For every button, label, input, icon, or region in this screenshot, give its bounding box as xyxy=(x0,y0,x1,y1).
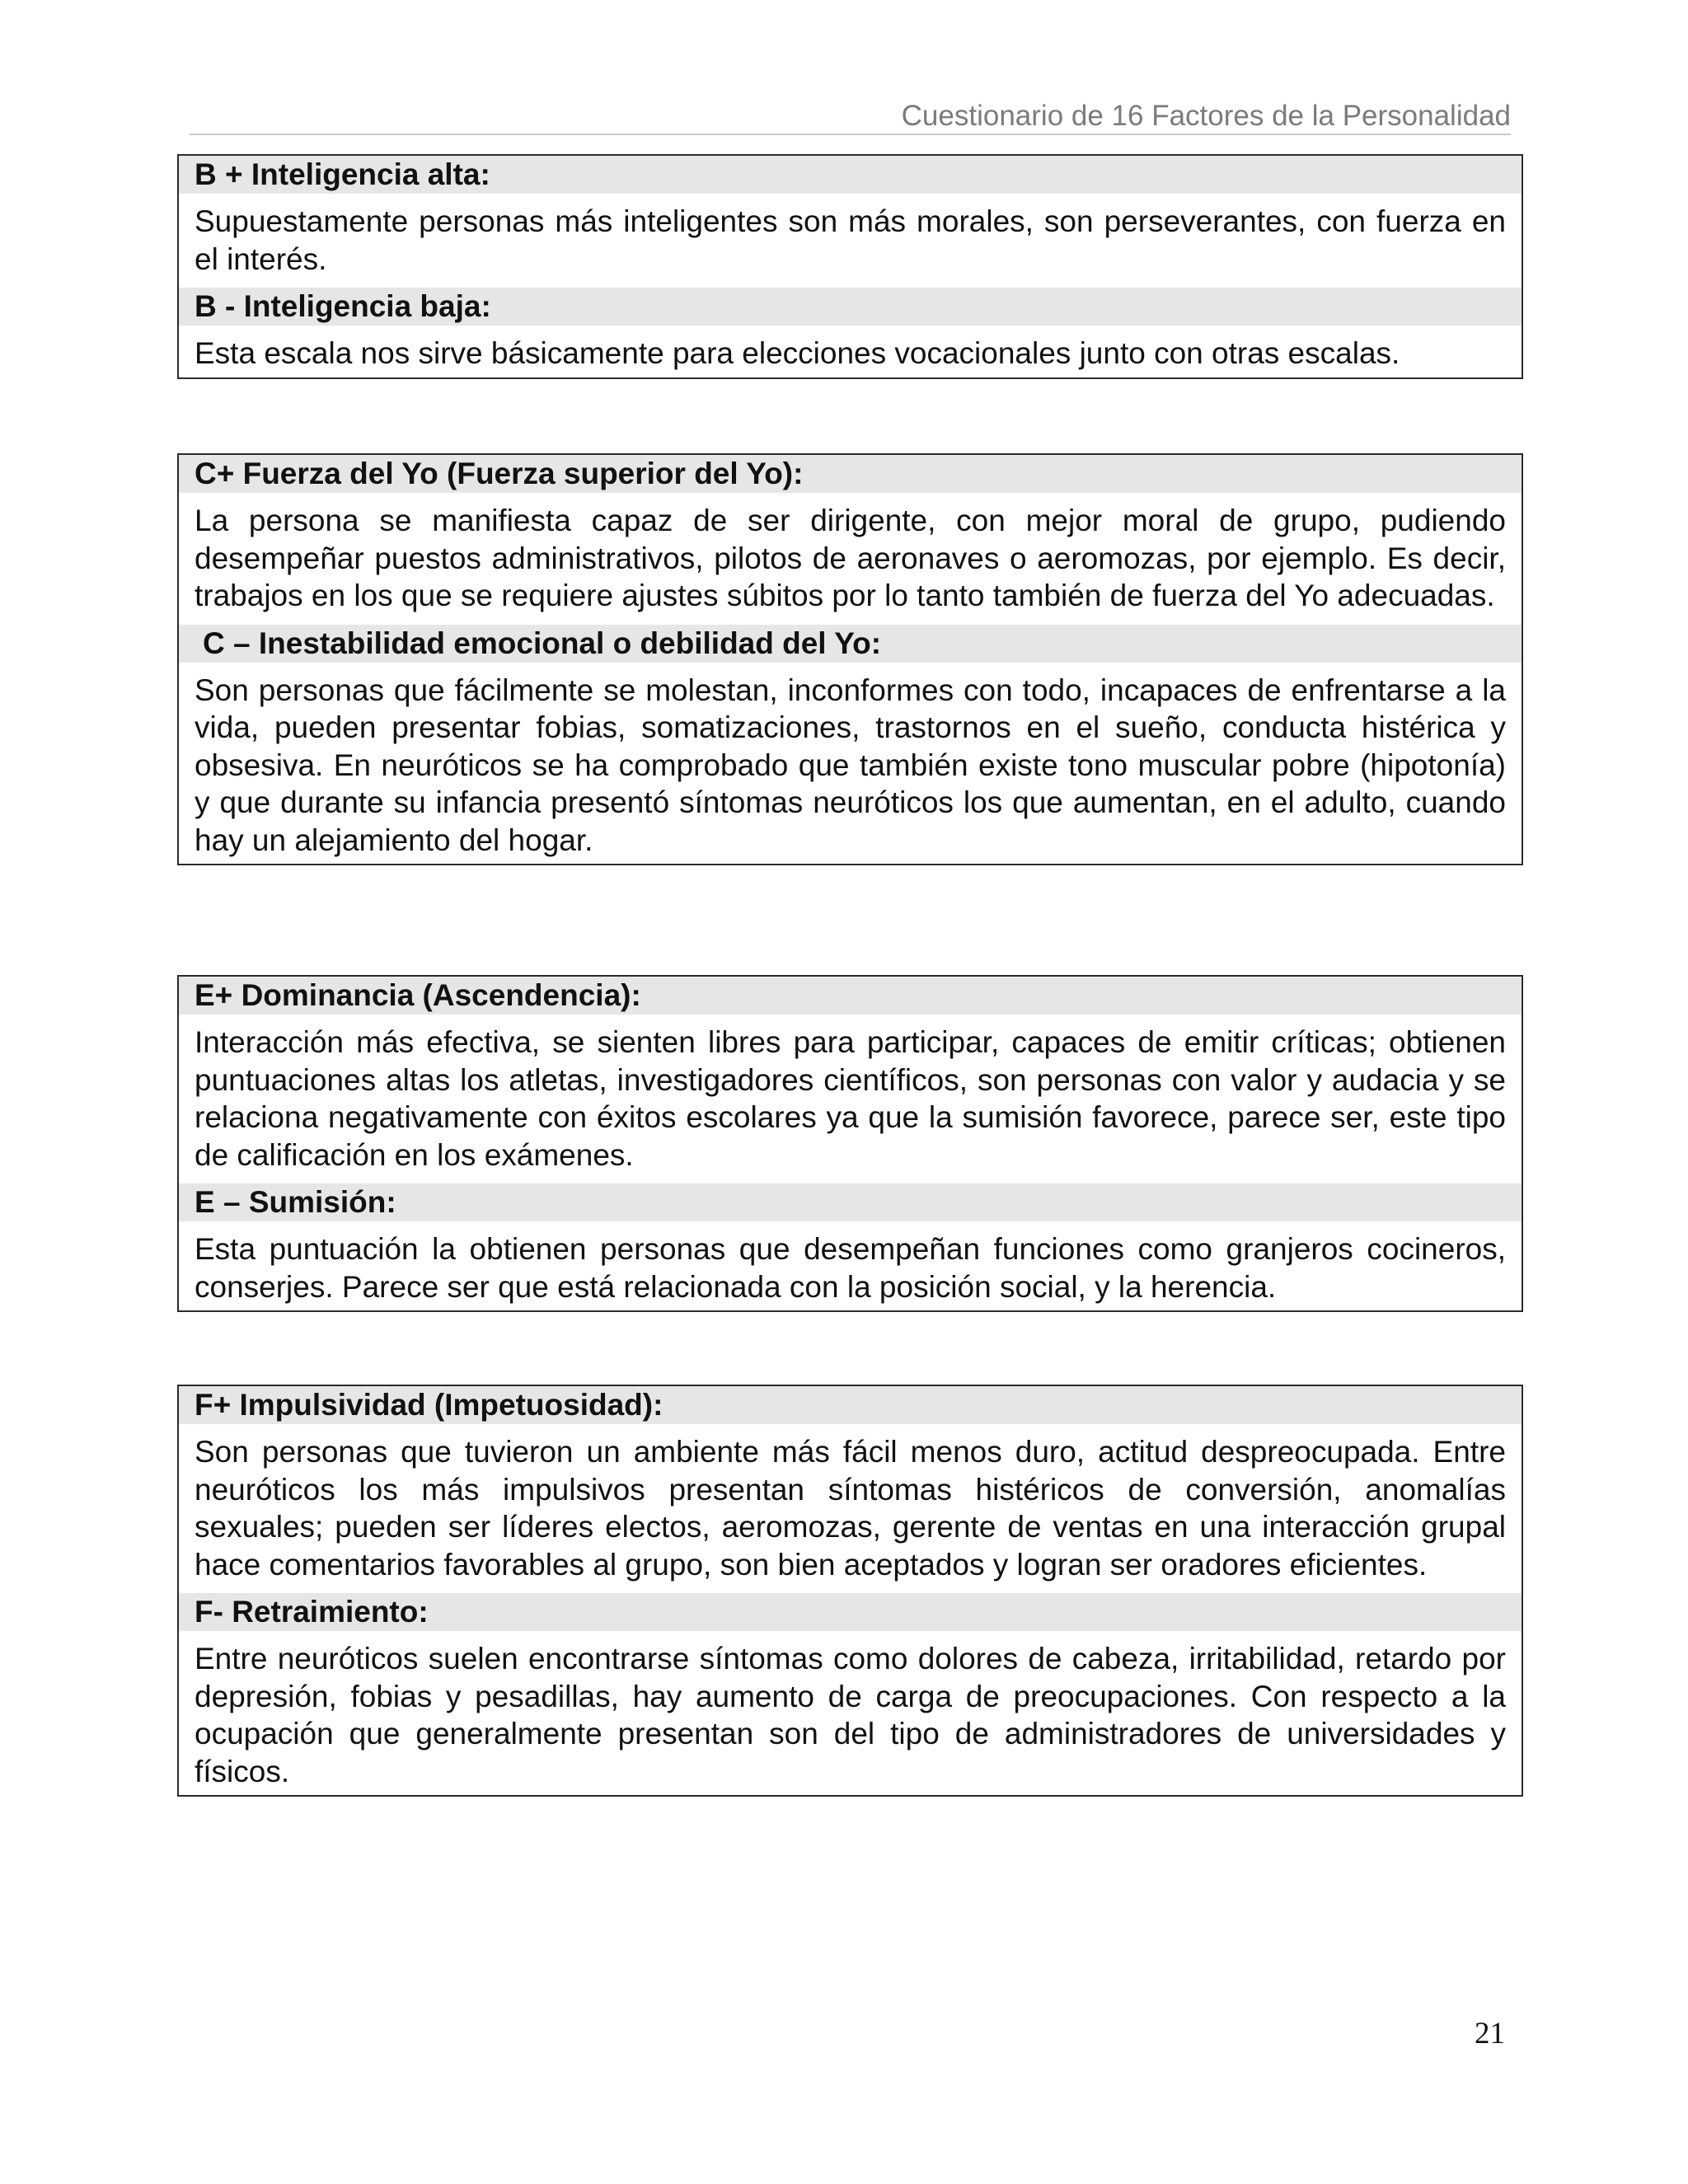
factor-f-low-heading: F- Retraimiento: xyxy=(179,1593,1522,1631)
running-header: Cuestionario de 16 Factores de la Personalidad xyxy=(901,100,1511,132)
factor-e-low-description: Esta puntuación la obtienen personas que desempeñan funciones como granjeros cocineros, conserjes. Parece ser que está relacionada con la posición social, y la herencia. xyxy=(195,1232,1506,1304)
factor-c-high-heading: C+ Fuerza del Yo (Fuerza superior del Yo): xyxy=(179,455,1522,493)
factor-box-e xyxy=(177,975,1523,1312)
factor-box-b xyxy=(177,154,1523,379)
factor-c-low-heading: C – Inestabilidad emocional o debilidad del Yo: xyxy=(179,625,1522,663)
factor-c-low-description: Son personas que fácilmente se molestan, inconformes con todo, incapaces de enfrentarse a la vida, pueden presentar fobias, somatizaciones, trastornos en el sueño, conducta histérica y obsesiva. En neuróticos se ha comprobado que también existe tono muscular pobre (hipotonía) y que durante su infancia presentó síntomas neuróticos los que aumentan, en el adulto, cuando hay un alejamiento del hogar. xyxy=(195,673,1506,857)
factor-b-low-description: Esta escala nos sirve básicamente para elecciones vocacionales junto con otras escalas. xyxy=(195,336,1400,370)
factor-box-f xyxy=(177,1385,1523,1797)
factor-b-high-heading: B + Inteligencia alta: xyxy=(179,156,1522,194)
factor-box-c xyxy=(177,453,1523,865)
factor-b-low-heading: B - Inteligencia baja: xyxy=(179,288,1522,326)
factor-e-high-description: Interacción más efectiva, se sienten libres para participar, capaces de emitir críticas; obtienen puntuaciones altas los atletas, investigadores científicos, son personas con valor y audacia y se relaciona negativamente con éxitos escolares ya que la sumisión favorece, parece ser, este tipo de calificación en los exámenes. xyxy=(195,1025,1506,1172)
factor-f-high-heading: F+ Impulsividad (Impetuosidad): xyxy=(179,1386,1522,1424)
factor-b-high-description: Supuestamente personas más inteligentes son más morales, son perseverantes, con fuerza en el interés. xyxy=(195,204,1506,276)
factor-e-high-heading: E+ Dominancia (Ascendencia): xyxy=(179,977,1522,1015)
factor-c-high-description: La persona se manifiesta capaz de ser dirigente, con mejor moral de grupo, pudiendo desempeñar puestos administrativos, pilotos de aeronaves o aeromozas, por ejemplo. Es decir, trabajos en los que se requiere ajustes súbitos por lo tanto también de fuerza del Yo adecuadas. xyxy=(195,504,1506,612)
factor-f-high-description: Son personas que tuvieron un ambiente más fácil menos duro, actitud despreocupada. Entre neuróticos los más impulsivos presentan síntomas histéricos de conversión, anomalías sexuales; pueden ser líderes electos, aeromozas, gerente de ventas en una interacción grupal hace comentarios favorables al grupo, son bien aceptados y logran ser oradores eficientes. xyxy=(195,1435,1506,1582)
factor-e-low-heading: E – Sumisión: xyxy=(179,1183,1522,1221)
header-divider xyxy=(190,134,1511,135)
factor-f-low-description: Entre neuróticos suelen encontrarse síntomas como dolores de cabeza, irritabilidad, retardo por depresión, fobias y pesadillas, hay aumento de carga de preocupaciones. Con respecto a la ocupación que generalmente presentan son del tipo de administradores de universidades y físicos. xyxy=(195,1642,1506,1788)
page-number: 21 xyxy=(1475,2017,1505,2050)
